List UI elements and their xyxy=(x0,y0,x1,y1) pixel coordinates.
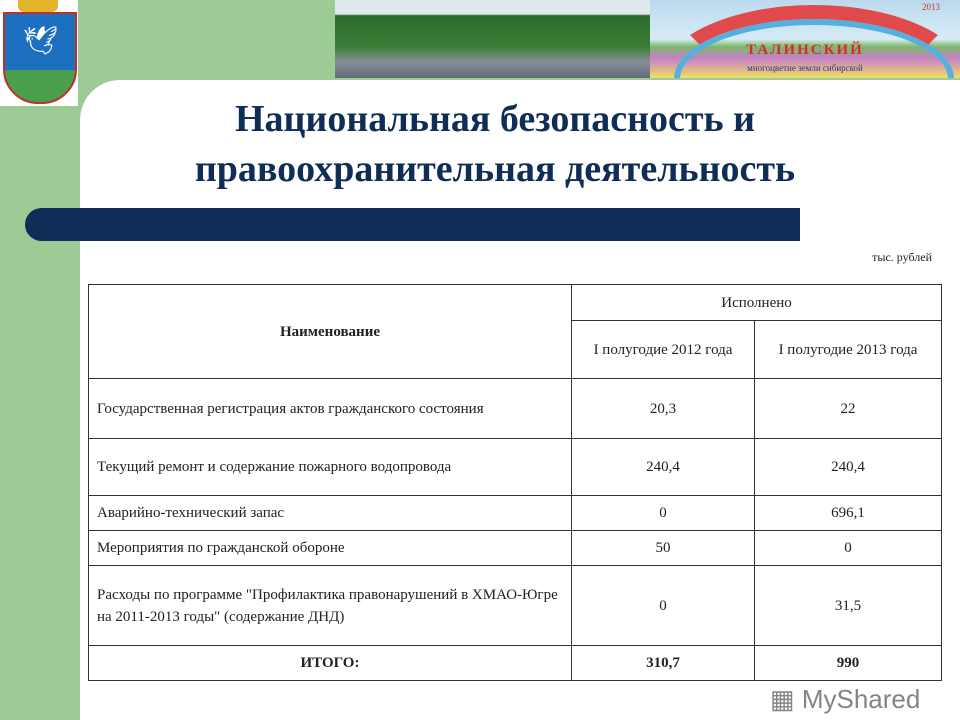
budget-table xyxy=(88,284,942,681)
row-2012: 0 xyxy=(572,496,755,531)
town-banner-photo xyxy=(650,0,960,78)
header-executed: Исполнено xyxy=(572,285,942,321)
table-row xyxy=(89,531,942,566)
coat-of-arms-logo xyxy=(0,0,78,106)
row-2013: 31,5 xyxy=(755,566,942,646)
oil-field-photo xyxy=(335,0,650,78)
row-2012: 20,3 xyxy=(572,379,755,439)
title-line-2: правоохранительная деятельность xyxy=(194,148,796,190)
total-2012: 310,7 xyxy=(572,646,755,681)
banner-year: 2013 xyxy=(922,2,940,12)
row-name: Текущий ремонт и содержание пожарного водопровода xyxy=(89,439,572,496)
table-row xyxy=(89,379,942,439)
title-line-1: Национальная безопасность и xyxy=(234,98,756,140)
row-2013: 240,4 xyxy=(755,439,942,496)
row-name: Аварийно-технический запас xyxy=(89,496,572,531)
watermark xyxy=(770,684,920,714)
banner-town: ТАЛИНСКИЙ xyxy=(746,42,864,58)
crown-icon xyxy=(18,0,58,12)
total-row xyxy=(89,646,942,681)
row-2013: 22 xyxy=(755,379,942,439)
row-name: Мероприятия по гражданской обороне xyxy=(89,531,572,566)
row-2012: 50 xyxy=(572,531,755,566)
header-2013: I полугодие 2013 года xyxy=(755,321,942,379)
bird-icon: 🕊 xyxy=(23,26,59,57)
total-label: ИТОГО: xyxy=(89,646,572,681)
page-title xyxy=(100,94,890,194)
table-row xyxy=(89,566,942,646)
row-name: Расходы по программе "Профилактика правонарушений в ХМАО-Югре на 2011-2013 годы" (содержание ДНД) xyxy=(89,566,572,646)
banner-slogan: многоцветие земли сибирской xyxy=(747,63,863,73)
header-2012: I полугодие 2012 года xyxy=(572,321,755,379)
row-2012: 240,4 xyxy=(572,439,755,496)
units-label: тыс. рублей xyxy=(872,250,932,264)
total-2013: 990 xyxy=(755,646,942,681)
table-row xyxy=(89,496,942,531)
row-2013: 0 xyxy=(755,531,942,566)
title-divider-bar xyxy=(25,208,800,241)
row-2012: 0 xyxy=(572,566,755,646)
header-name: Наименование xyxy=(89,285,572,379)
presentation-icon: ▦ xyxy=(770,684,795,714)
watermark-text: MyShared xyxy=(801,684,921,714)
shield-icon xyxy=(3,12,77,104)
table-row xyxy=(89,439,942,496)
row-name: Государственная регистрация актов гражданского состояния xyxy=(89,379,572,439)
row-2013: 696,1 xyxy=(755,496,942,531)
